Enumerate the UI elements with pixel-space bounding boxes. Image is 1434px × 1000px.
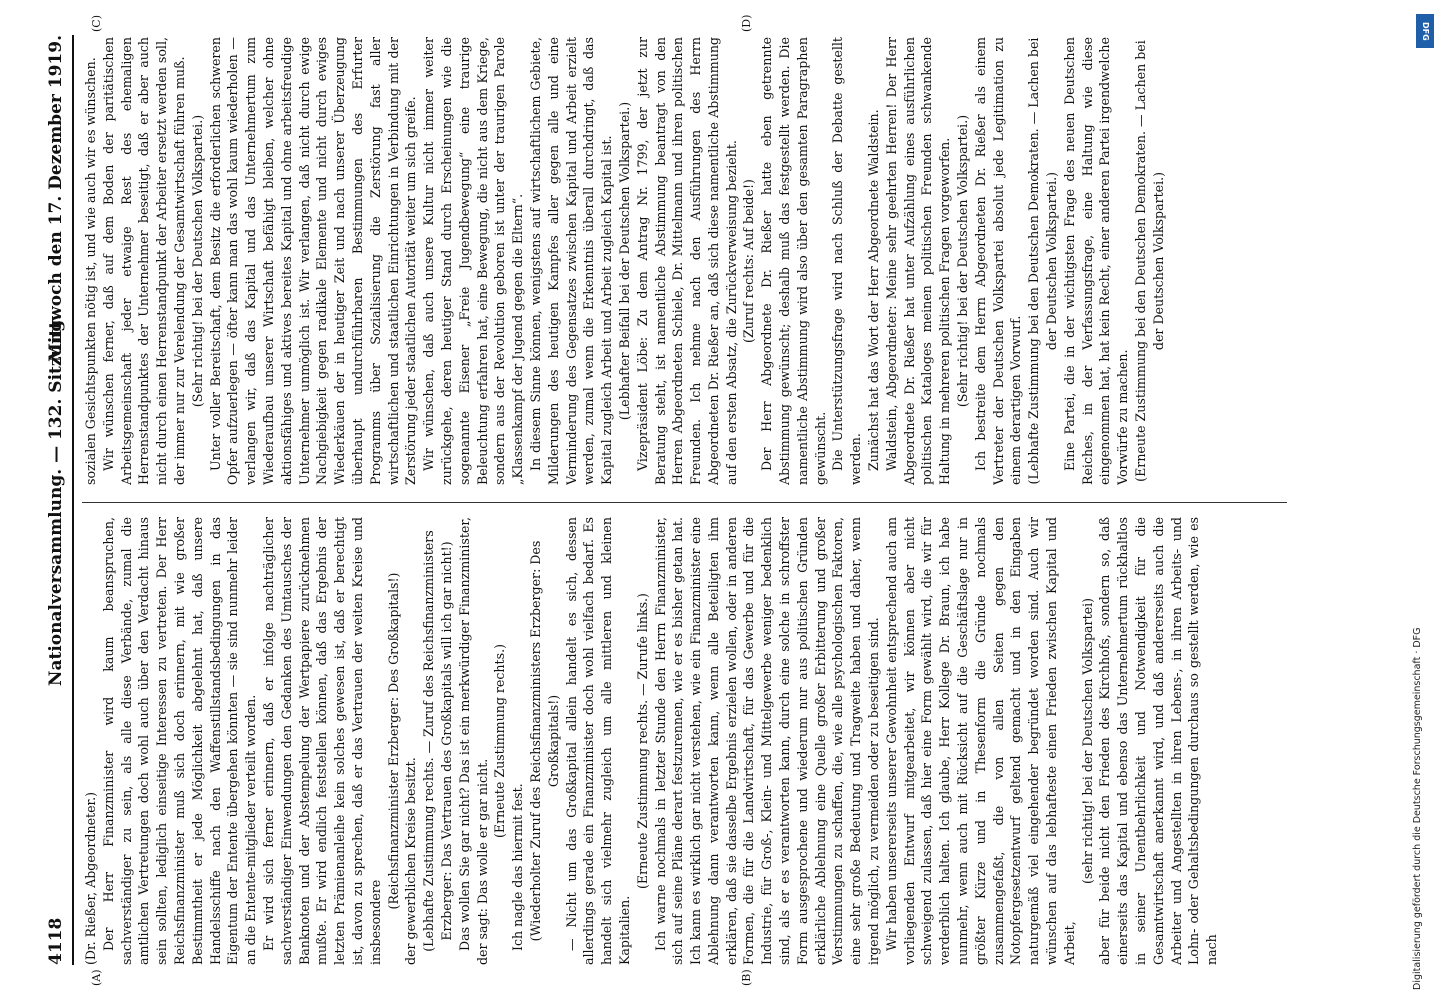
paragraph: Zunächst hat das Wort der Herr Abgeordnete Waldstein.	[866, 109, 882, 471]
paragraph: Das wollen Sie gar nicht? Das ist ein merkwürdiger Finanzminister, der sagt: Das wolle er gar nicht.	[456, 517, 490, 965]
paragraph: Wir haben unsererseits unserer Gewohnheit entsprechend auch am vorliegenden Entwurf mitgearbeitet, wir können aber nicht schweigend zulassen, daß hier eine Form gewählt wird, die wir für verderblich halten. Ich glaube, Herr Kollege Dr. Braun, ich habe nunmehr, wenn auch mit Rücksicht auf die Geschäftslage nur in größter Kürze und in Thesenform die Gründe nochmals zusammengefaßt, die von allen Seiten gegen den Notopfergesetzentwurf geltend gemacht und in den Eingaben naturgemäß viel eingehender begründet worden sind. Auch wir wünschen auf das lebhafteste einen Frieden zwischen Kapital und Arbeit,	[883, 517, 1077, 965]
marker-c: (C)	[90, 15, 103, 32]
interjection: (Reichsfinanzminister Erzberger: Des Großkapitals!)	[385, 572, 401, 910]
paragraph: Er wird sich ferner erinnern, daß er infolge nachträglicher sachverständiger Einwendungen den Gedanken des Umtausches der Banknoten und der Abstempelung der Wertpapiere zurücknehmen mußte. Er wird endlich feststellen können, daß das Ergebnis der letzten Prämienanleihe kein solches gewesen ist, daß er berechtigt ist, davon zu sprechen, daß er das Vertrauen der weiten Kreise und insbesondere	[260, 517, 383, 965]
paragraph: Vizepräsident Löbe: Zu dem Antrag Nr. 1799, der jetzt zur Beratung steht, ist namentliche Abstimmung beantragt von den Herren Abgeordneten Schiele, Dr. Mittelmann und ihren politischen Freunden. Ich nehme nach den Ausführungen des Herrn Abgeordneten Dr. Rießer an, daß sich diese namentliche Abstimmung auf den ersten Absatz, die Zurückverweisung bezieht.	[634, 37, 739, 485]
marker-b: (B)	[740, 969, 753, 986]
paragraph: sozialen Gesichtspunkten nötig ist, und wie auch wir es wünschen.	[83, 57, 98, 485]
interjection: (Lebhafter Beifall bei der Deutschen Volkspartei.)	[616, 101, 632, 421]
interjection: (Zuruf rechts: Auf beide!)	[741, 179, 757, 343]
interjection: (Sehr richtig! bei der Deutschen Volkspartei.)	[189, 114, 205, 408]
digitization-sidebar	[1410, 0, 1434, 1000]
paragraph: aber für beide nicht den Frieden des Kirchhofs, sondern so, daß einerseits das Kapital und ebenso das Unternehmertum rückhaltlos in seiner Unentbehrlichkeit und Notwendigkeit für die Gesamtwirtschaft anerkannt wird, und daß andererseits auch die Arbeiter und Angestellten in ihren Lebens-, in ihren Arbeits- und Lohn- oder Gehaltsbedingungen durchaus so gestellt werden, wie es nach	[1097, 517, 1220, 965]
paragraph: Der Herr Finanzminister wird kaum beanspruchen, sachverständiger zu sein, als alle diese Verbände, zumal die amtlichen Vertretungen doch wohl auch über den Verdacht hinaus sein sollten, lediglich einseitige Interessen zu vertreten. Der Herr Reichsfinanzminister muß sich doch erinnern, mit wie großer Bestimmtheit er jede Möglichkeit abgelehnt hat, daß unsere Handelsschiffe nach den Waffenstillstandsbedingungen in das Eigentum der Entente übergehen könnten — sie sind nunmehr leider an die Entente-mitglieder verteilt worden.	[100, 517, 259, 965]
page-header	[42, 35, 74, 965]
interjection: (Erneute Zustimmung rechts. — Zurufe links.)	[634, 593, 650, 889]
paragraph: Wir wünschen, daß auch unsere Kultur nicht immer weiter zurückgehe, deren heutiger Stand durch Erscheinungen wie die sogenannte Eisener „Freie Jugendbewegung“ eine traurige Beleuchtung erfahren hat, eine Bewegung, die nicht aus dem Kriege, sondern aus der Revolution geboren ist unter der traurigen Parole „Klassenkampf der Jugend gegen die Eltern“.	[421, 37, 526, 485]
interjection: (Lebhafte Zustimmung bei den Deutschen Demokraten. — Lachen bei der Deutschen Volkspartei.)	[1026, 37, 1060, 485]
paragraph: — Nicht um das Großkapital allein handelt es sich, dessen allerdings gerade ein Finanzminister doch wohl vielfach bedarf. Es handelt sich vielmehr zugleich um alle mittleren und kleinen Kapitalien.	[563, 517, 632, 965]
column-divider	[82, 502, 1287, 503]
dfg-logo-icon: DFG	[1416, 14, 1434, 48]
paragraph: Unter voller Bereitschaft, dem Besitz die erforderlichen schweren Opfer aufzuerlegen — öfter kann man das wohl kaum wiederholen — verlangen wir, daß das Kapital und das Unternehmertum zum Wiederaufbau unserer Wirtschaft befähigt bleiben, welcher ohne aktionsfähiges und aktives bereites Kapital und ohne arbeitsfreudige Unternehmer unmöglich ist. Wir verlangen, daß nicht durch ewige Nachgiebigkeit gegen radikale Elemente und nicht durch ewiges Wiederkäuen der in heutiger Zeit und nach unserer Überzeugung überhaupt undurchführbaren Bestimmungen des Erfurter Programms über Sozialisierung die Zerstörung fast aller wirtschaftlichen und staatlichen Einrichtungen in Verbindung mit der Zerstörung jeder staatlichen Autorität weiter um sich greife.	[207, 37, 419, 485]
interjection: (Erneute Zustimmung bei den Deutschen Demokraten. — Lachen bei der Deutschen Volkspartei.)	[1133, 40, 1166, 482]
paragraph: (Dr. Rießer, Abgeordneter.)	[83, 791, 98, 965]
interjection: (Sehr richtig! bei der Deutschen Volkspartei.)	[955, 114, 971, 408]
digitization-credit: Digitalisierung gefördert durch die Deutsche Forschungsgemeinschaft · DFG	[1412, 627, 1423, 990]
interjection: (Erneute Zustimmung rechts.)	[492, 644, 508, 838]
paragraph: Ich nagle das hiermit fest.	[510, 783, 526, 951]
marker-a: (A)	[90, 969, 103, 986]
paragraph: Ich bestreite dem Herrn Abgeordneten Dr. Rießer als einem Vertreter der Deutschen Volkspartei absolut jede Legitimation zu einem derartigen Vorwurf.	[972, 37, 1024, 485]
paragraph: der gewerblichen Kreise besitzt.	[403, 757, 419, 965]
page-number: 4118	[46, 917, 66, 965]
interjection: (Wiederholter Zuruf des Reichsfinanzministers Erzberger: Des Großkapitals!)	[527, 540, 561, 942]
left-column	[82, 517, 1287, 965]
paragraph: Die Unterstützungsfrage wird nach Schluß der Debatte gestellt werden.	[830, 37, 864, 485]
paragraph: Eine Partei, die in der wichtigsten Frage des neuen Deutschen Reiches, in der Verfassungsfrage, eine Haltung wie diese eingenommen hat, hat kein Recht, einer anderen Partei irgendwelche Vorwürfe zu machen.	[1061, 37, 1131, 485]
marker-d: (D)	[740, 14, 753, 32]
paragraph: Wir wünschen ferner, daß auf dem Boden der paritätischen Arbeitsgemeinschaft jeder etwaige Rest des ehemaligen Herrenstandpunktes der Unternehmer beseitigt, daß er aber auch nicht durch einen Herrenstandpunkt der Arbeiter ersetzt werden soll, der immer nur zur Verelendung der Gesamtwirtschaft führen muß.	[100, 37, 187, 485]
paragraph: Der Herr Abgeordnete Dr. Rießer hatte eben getrennte Abstimmung gewünscht; deshalb muß das festgestellt werden. Die namentliche Abstimmung wird also über den gesamten Paragraphen gewünscht.	[759, 37, 828, 485]
right-column	[82, 37, 1287, 485]
paragraph: Waldstein, Abgeordneter: Meine sehr geehrten Herren! Der Herr Abgeordnete Dr. Rießer hat unter Aufzählung eines ausführlichen politischen Kataloges meinen politischen Freunden schwankende Haltung in mehreren politischen Fragen vorgeworfen.	[883, 37, 953, 485]
paragraph: Ich warne nochmals in letzter Stunde den Herrn Finanzminister, sich auf seine Pläne derart festzurennen, wie er es bisher getan hat. Ich kann es wirklich gar nicht verstehen, wie ein Finanzminister eine Ablehnung dann verantworten kann, wenn alle Beteiligten ihm erklären, daß sie dasselbe Ergebnis erzielen wollen, oder in anderen Formen, die für die Landwirtschaft, für das Gewerbe und für die Industrie, für Groß-, Klein- und Mittelgewerbe weniger bedenklich sind, als er es verantworten kann, durch eine solche in schroffster Form ausgesprochene und wiederum nur aus politischen Gründen erklärliche Ablehnung eine Quelle großer Erbitterung und großer Verstimmungen zu schaffen, die, wie alle psychologischen Faktoren, eine sehr große Bedeutung und Tragweite haben und daher, wenn irgend möglich, zu vermeiden oder zu beseitigen sind.	[652, 517, 882, 965]
header-left-title: Nationalversammlung. — 132. Sitzung.	[46, 313, 66, 687]
paragraph: In diesem Sinne können, wenigstens auf wirtschaftlichem Gebiete, Milderungen des heutigen Kampfes aller gegen alle und eine Verminderung des Gegensatzes zwischen Kapital und Arbeit erzielt werden, zumal wenn die Erkenntnis überall durchdringt, daß das Kapital zugleich Arbeit und Arbeit zugleich Kapital ist.	[527, 37, 615, 485]
interjection: (sehr richtig! bei der Deutschen Volkspartei)	[1079, 597, 1095, 885]
interjection: (Lebhafte Zustimmung rechts. — Zuruf des Reichsfinanzministers Erzberger: Das Vertrauen des Großkapitals will ich gar nicht!)	[421, 530, 454, 952]
header-right-title: Mittwoch den 17. Dezember 1919.	[46, 35, 66, 362]
